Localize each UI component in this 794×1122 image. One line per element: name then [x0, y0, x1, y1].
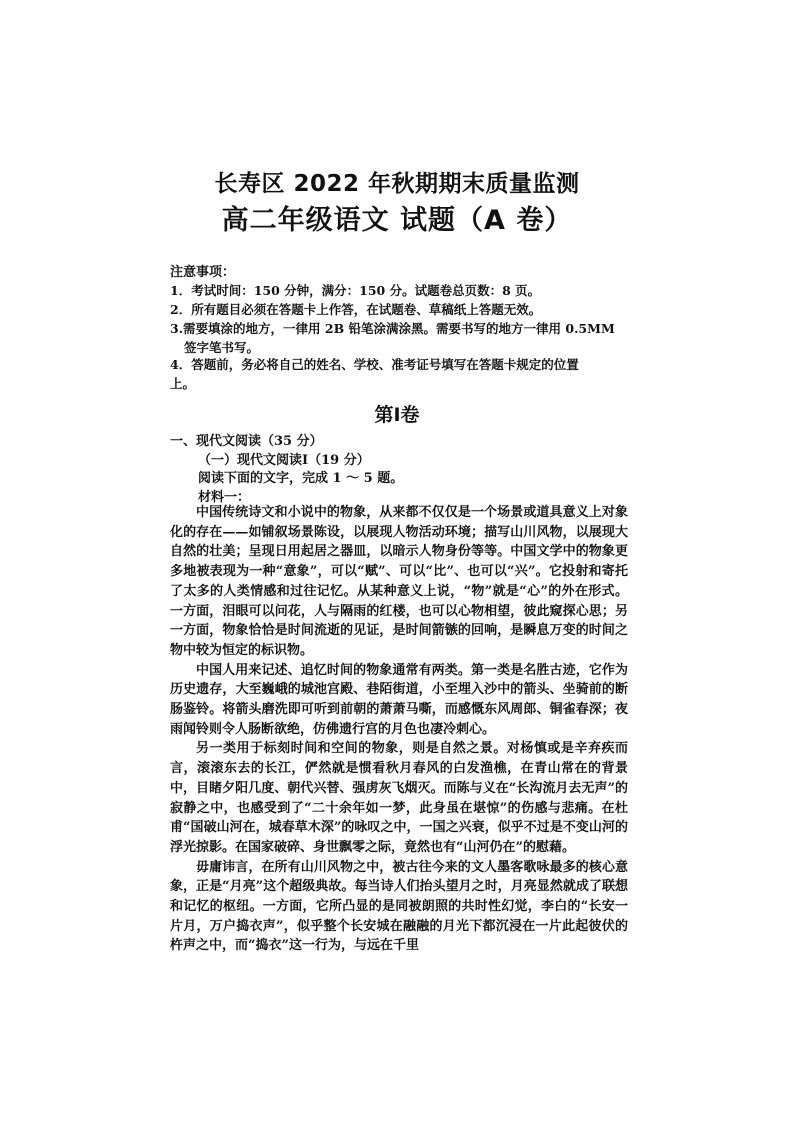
notice-item-3 [170, 319, 632, 357]
section-title: 一、现代文阅读（35 分） [170, 434, 323, 449]
passage-paragraph: 另一类用于标刻时间和空间的物象，则是自然之景。对杨慎或是辛弃疾而言，滚滚东去的长江，俨然就是惯看秋月春风的白发渔樵，在青山常在的背景中，目睹夕阳几度、朝代兴替、强虏灰飞烟灭。而陈与义在“长沟流月去无声”的寂静之中，也感受到了“二十余年如一梦，此身虽在堪惊”的伤感与悲痛。在杜甫“国破山河在，城春草木深”的咏叹之中，一国之兴衰，似乎不过是不变山河的浮光掠影。在国家破碎、身世飘零之际，竟然也有“山河仍在”的慰藉。 [170, 741, 628, 855]
reading-instruction: 阅读下面的文字，完成 1 ～ 5 题。 [198, 471, 404, 486]
notice-item-4 [170, 355, 632, 393]
reading-passage [170, 503, 628, 956]
material-label: 材料一： [198, 490, 251, 505]
exam-subtitle: 高二年级语文 试题（A 卷） [221, 205, 573, 236]
notice-item-4-line1: 4．答题前，务必将自己的姓名、学校、准考证号填写在答题卡规定的位置 [170, 357, 579, 372]
volume-title: 第Ⅰ卷 [374, 404, 420, 426]
passage-paragraph: 中国人用来记述、追忆时间的物象通常有两类。第一类是名胜古迹，它作为历史遗存，大至巍峨的城池宫殿、巷陌街道，小至埋入沙中的箭头、坐骑前的断肠鉴铃。将箭头磨洗即可听到前朝的萧萧马嘶，而感慨东风周郎、铜雀春深；夜雨闻铃则令人肠断欲绝，仿佛遗行宫的月色也凄冷刺心。 [170, 662, 628, 737]
notice-heading: 注意事项： [170, 265, 236, 280]
notice-item-3-line2: 签字笔书写。 [184, 340, 260, 355]
notice-item-2: 2．所有题目必须在答题卡上作答，在试题卷、草稿纸上答题无效。 [170, 302, 542, 317]
passage-paragraph: 毋庸讳言，在所有山川风物之中，被古往今来的文人墨客歌咏最多的核心意象，正是“月亮”这个超级典故。每当诗人们抬头望月之时，月亮显然就成了联想和记忆的枢纽。一方面，它所凸显的是同被朗照的共时性幻觉，李白的“长安一片月，万户捣衣声”，似乎整个长安城在融融的月光下都沉浸在一片此起彼伏的杵声之中，而“捣衣”这一行为，与远在千里 [170, 859, 628, 954]
notice-item-4-line2: 上。 [170, 376, 196, 391]
passage-paragraph: 中国传统诗文和小说中的物象，从来都不仅仅是一个场景或道具意义上对象化的存在——如铺叙场景陈设，以展现人物活动环境；描写山川风物，以展现大自然的壮美；呈现日用起居之器皿，以暗示人物身份等等。中国文学中的物象更多地被表现为一种“意象”，可以“赋”、可以“比”、也可以“兴”。它投射和寄托了太多的人类情感和过往记忆。从某种意义上说，“物”就是“心”的外在形式。一方面，泪眼可以问花，人与隔雨的红楼，也可以心物相望，彼此窥探心思；另一方面，物象恰恰是时间流逝的见证，是时间箭镞的回响，是瞬息万变的时间之物中较为恒定的标识物。 [170, 505, 628, 658]
notice-item-3-line1: 3.需要填涂的地方，一律用 2B 铅笔涂满涂黑。需要书写的地方一律用 0.5MM [170, 321, 615, 336]
exam-title: 长寿区 2022 年秋期期末质量监测 [214, 171, 580, 197]
notice-item-1: 1．考试时间：150 分钟，满分：150 分。试题卷总页数：8 页。 [170, 283, 541, 298]
subsection-title: （一）现代文阅读Ⅰ（19 分） [198, 453, 370, 468]
